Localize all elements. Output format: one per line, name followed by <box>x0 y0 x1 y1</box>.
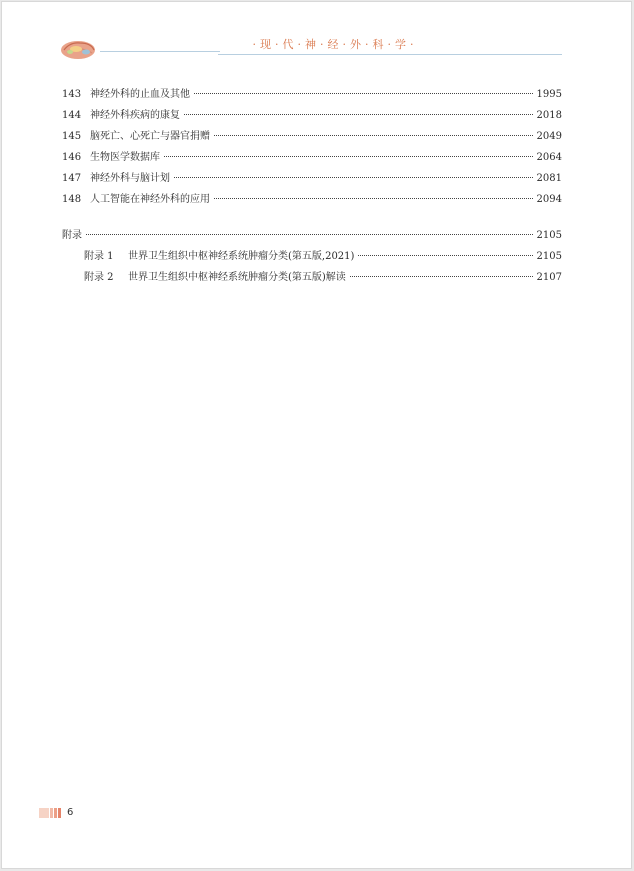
page-number: 2105 <box>536 251 562 262</box>
chapter-number: 146 <box>62 152 82 163</box>
chapter-title: 脑死亡、心死亡与器官捐赠 <box>90 131 210 142</box>
header-rule-right <box>218 54 562 55</box>
footer-decor-bar <box>54 808 57 818</box>
appendix-item-title: 世界卫生组织中枢神经系统肿瘤分类(第五版)解读 <box>128 272 346 283</box>
table-of-contents <box>62 85 562 289</box>
chapter-number: 148 <box>62 194 82 205</box>
leader-dots <box>86 234 533 235</box>
footer-decor-bar <box>58 808 61 818</box>
leader-dots <box>164 156 533 157</box>
chapter-title: 神经外科的止血及其他 <box>90 89 190 100</box>
page-header <box>58 38 562 60</box>
toc-entry[interactable] <box>62 106 562 127</box>
chapter-title: 神经外科疾病的康复 <box>90 110 180 121</box>
chapter-number: 144 <box>62 110 82 121</box>
toc-entry[interactable] <box>62 190 562 211</box>
chapter-number: 145 <box>62 131 82 142</box>
page-number: 2105 <box>536 230 562 241</box>
leader-dots <box>214 198 533 199</box>
toc-entry-appendix-item[interactable] <box>62 268 562 289</box>
page-number: 2049 <box>536 131 562 142</box>
appendix-number: 附录 2 <box>84 272 114 283</box>
page-number: 1995 <box>536 89 562 100</box>
footer-decor-bar <box>50 808 53 818</box>
toc-entry[interactable] <box>62 169 562 190</box>
toc-entry[interactable] <box>62 85 562 106</box>
toc-entry-appendix[interactable] <box>62 226 562 247</box>
chapter-title: 人工智能在神经外科的应用 <box>90 194 210 205</box>
chapter-title: 生物医学数据库 <box>90 152 160 163</box>
appendix-item-title: 世界卫生组织中枢神经系统肿瘤分类(第五版,2021) <box>128 251 355 262</box>
appendix-title: 附录 <box>62 230 82 241</box>
page-number: 2064 <box>536 152 562 163</box>
page-number: 2081 <box>536 173 562 184</box>
toc-entry[interactable] <box>62 148 562 169</box>
page-number: 2094 <box>536 194 562 205</box>
footer-page-number: 6 <box>67 807 74 818</box>
running-header-title: ·现·代·神·经·外·科·学· <box>252 38 418 51</box>
chapter-number: 143 <box>62 89 82 100</box>
appendix-number: 附录 1 <box>84 251 114 262</box>
leader-dots <box>194 93 533 94</box>
leader-dots <box>350 276 533 277</box>
toc-entry[interactable] <box>62 127 562 148</box>
leader-dots <box>358 255 532 256</box>
leader-dots <box>174 177 533 178</box>
leader-dots <box>214 135 533 136</box>
document-page <box>1 1 632 869</box>
toc-entry-appendix-item[interactable] <box>62 247 562 268</box>
chapter-number: 147 <box>62 173 82 184</box>
page-number: 2107 <box>536 272 562 283</box>
leader-dots <box>184 114 533 115</box>
footer-decor-bar <box>39 808 49 818</box>
page-number: 2018 <box>536 110 562 121</box>
chapter-title: 神经外科与脑计划 <box>90 173 170 184</box>
